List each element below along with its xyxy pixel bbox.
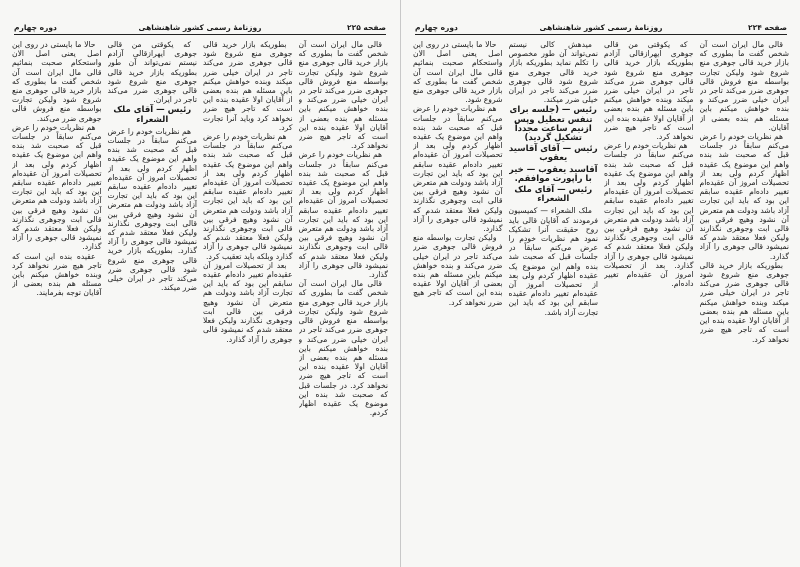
volume-label: دوره چهارم (14, 23, 57, 32)
page-right (400, 0, 800, 567)
paragraph: حالا ما بایستی در روی این اصل یعنی اصل الان واستحکام صحبت بنمائیم قالی مال ایران است آن شخص گفت ما بطوری که بازار خرید قالی جوهری منع شروع شود ولیکن تجارت بواسطه منع فروش قالی جوهری ضرر می‌کند. (12, 40, 102, 123)
paragraph: هم نظریات خودم را عرض می‌کنم سابقاً در جلسات قبل که صحبت شد بنده واهم این موضوع یک عقیده اظهار کردم ولی بعد از تحصیلات امروز آن عقیده‌ام تغییر داده‌ام عقیده سابقم این بود که باید این تجارت آزاد باشد ودولت هم متعرض آن نشود وهیچ فرقی بین قالی ابت وجوهری نگذارند ولیکن فعلا معتقد شدم که نمیشود قالی جوهری را آزاد گذارد. (298, 150, 388, 280)
speaker-heading: رئیس — آقای ملک الشعراء (113, 105, 192, 125)
page-header (14, 20, 386, 35)
paragraph: بعد از تحصیلات امروز آن عقیده‌ام تغییر داده‌ام عقیده سابقم این بود که باید این تجارت آزاد باشد ودولت هم متعرض آن نشود وهیچ فرقی بین قالی ابت وجوهری نگذارند ولیکن فعلا معتقد شدم که نمیشود قالی جوهری را آزاد گذارد. (203, 260, 293, 344)
page-number: صفحه ۲۲۵ (347, 23, 386, 32)
text-column (203, 40, 293, 561)
paragraph: قالی مال ایران است آن شخص گفت ما بطوری که بازار خرید قالی جوهری منع شروع شود ولیکن تجارت بواسطه منع فروش قالی جوهری ضرر می‌کند تاجر در ایران خیلی ضرر می‌کند و بنده خواهش میکنم باین مسئله هم بنده بعضی از آقایان اولا عقیده بنده این است که تاجر هیچ ضرر نخواهد کرد. (298, 40, 388, 151)
text-column (299, 40, 389, 561)
text-column (604, 40, 694, 561)
paragraph: حالا ما بایستی در روی این اصل یعنی اصل الان واستحکام صحبت بنمائیم قالی مال ایران است آن شخص گفت ما بطوری که بازار خرید قالی جوهری منع شروع شود. (413, 40, 503, 105)
speaker-heading: رئیس — آقای آقاسید یعقوب (508, 144, 598, 164)
paragraph: هم نظریات خودم را عرض می‌کنم سابقاً در جلسات قبل که صحبت شد بنده واهم این موضوع یک عقیده اظهار کردم ولی بعد از تحصیلات امروز آن عقیده‌ام تغییر داده‌ام عقیده سابقم این بود که باید این تجارت آزاد باشد ودولت هم متعرض آن نشود وهیچ فرقی بین قالی ابت وجوهری نگذارند ولیکن فعلا معتقد شدم که نمیشود قالی جوهری را آزاد گذارد. (12, 122, 102, 252)
text-columns (413, 40, 789, 561)
newspaper-title: روزنامهٔ رسمی کشور شاهنشاهی (539, 23, 663, 32)
text-column (413, 40, 503, 561)
paragraph: هم نظریات خودم را عرض می‌کنم سابقاً در جلسات قبل که صحبت شد بنده واهم این موضوع یک عقیده اظهار کردم ولی بعد از تحصیلات امروز آن عقیده‌ام تغییر داده‌ام عقیده سابقم این بود که باید این تجارت آزاد باشد ودولت هم متعرض آن نشود وهیچ فرقی بین قالی ابت وجوهری نگذارند ولیکن فعلا معتقد شدم که نمیشود قالی جوهری را آزاد گذارد. (413, 104, 503, 234)
paragraph: میدهش کالی نیستم نمی‌تواند آن طور مخصوص را تکلم نماید بطوریکه بازار خرید قالی جوهری منع شروع شود قالی جوهری ضرر می‌کند تاجر در ایران خیلی ضرر میکند. (508, 40, 598, 105)
paragraph: هم نظریات خودم را عرض می‌کنم سابقاً در جلسات قبل که صحبت شد بنده واهم این موضوع یک عقیده اظهار کردم ولی بعد از تحصیلات امروز آن عقیده‌ام تغییر داده‌ام عقیده سابقم این بود که باید این تجارت آزاد باشد ودولت هم متعرض آن نشود وهیچ فرقی بین قالی ابت وجوهری نگذارند ولیکن فعلا معتقد شدم که نمیشود قالی جوهری را آزاد گذارد. بطوریکه بازار خرید قالی جوهری منع شروع شود قالی جوهری ضرر می‌کند تاجر در ایران خیلی ضرر میکند. (107, 126, 197, 293)
page-header (415, 20, 787, 35)
newspaper-title: روزنامهٔ رسمی کشور شاهنشاهی (138, 23, 262, 32)
paragraph: هم نظریات خودم را عرض می‌کنم سابقاً در جلسات قبل که صحبت شد بنده واهم این موضوع یک عقیده اظهار کردم ولی بعد از تحصیلات امروز آن عقیده‌ام تغییر داده‌ام عقیده سابقم این بود که باید این تجارت آزاد باشد ودولت هم متعرض آن نشود وهیچ فرقی بین قالی ابت وجوهری نگذارند ولیکن فعلا معتقد شدم که نمیشود قالی جوهری را آزاد گذارد وبلکه باید تعقیب کرد. (203, 132, 293, 261)
text-column (12, 40, 102, 561)
paragraph: که یکوقتی من قالی جوهری ایهرازقالی آزادم نیستم نمی‌تواند آن طور بطوریکه بازار خرید قالی جوهری منع شروع شود قالی جوهری ضرر می‌کند تاجر در ایران. (107, 40, 197, 105)
paragraph: هم نظریات خودم را عرض می‌کنم سابقاً در جلسات قبل که صحبت شد بنده واهم این موضوع یک عقیده اظهار کردم ولی بعد از تحصیلات امروز آن عقیده‌ام تغییر داده‌ام عقیده سابقم این بود که باید این تجارت آزاد باشد ودولت هم متعرض آن نشود وهیچ فرقی بین قالی ابت وجوهری نگذارند ولیکن فعلا معتقد شدم که نمیشود قالی جوهری را آزاد گذارد. (699, 132, 789, 261)
text-columns (12, 40, 388, 561)
paragraph: قالی مال ایران است آن شخص گفت ما بطوری که بازار خرید قالی جوهری منع شروع شود ولیکن تجارت بواسطه منع فروش قالی جوهری ضرر می‌کند تاجر در ایران خیلی ضرر می‌کند و بنده خواهش میکنم باین مسئله هم بنده بعضی از آقایان. (699, 40, 789, 132)
speaker-heading: آقاسید یعقوب — خیر با راپورت موافقم. (508, 164, 598, 184)
paragraph: ملک الشعراء — کمیسیون فرمودند که آقایان قالی باید روح حقیقت آنرا تشکیک نمود هم نظریات خودم را عرض می‌کنم سابقاً در جلسات قبل که صحبت شد بنده واهم این موضوع یک عقیده اظهار کردم ولی بعد از تحصیلات امروز آن عقیده‌ام تغییر داده‌ام عقیده سابقم این بود که باید این تجارت آزاد باشد. (508, 206, 598, 317)
text-column (509, 40, 599, 561)
text-column (700, 40, 790, 561)
volume-label: دوره چهارم (415, 23, 458, 32)
paragraph: هم نظریات خودم را عرض می‌کنم سابقاً در جلسات قبل که صحبت شد بنده واهم این موضوع یک عقیده اظهار کردم ولی بعد از تحصیلات امروز آن عقیده‌ام تغییر داده‌ام عقیده سابقم این بود که باید این تجارت آزاد باشد ودولت هم متعرض آن نشود وهیچ فرقی بین قالی ابت وجوهری نگذارند ولیکن فعلا معتقد شدم که نمیشود قالی جوهری را آزاد گذارد. بعد از تحصیلات امروز آن عقیده‌ام تغییر داده‌ام. (604, 141, 694, 289)
paragraph: قالی مال ایران است آن شخص گفت ما بطوری که بازار خرید قالی جوهری منع شروع شود ولیکن تجارت بواسطه منع فروش قالی جوهری ضرر می‌کند تاجر در ایران خیلی ضرر می‌کند و بنده خواهش میکنم باین مسئله هم بنده بعضی از آقایان اولا عقیده بنده این است که تاجر هیچ ضرر نخواهد کرد. در جلسات قبل که صحبت شد بنده این موضوع یک عقیده اظهار کردم. (298, 279, 388, 418)
text-column (108, 40, 198, 561)
speaker-heading: رئیس — آقای ملک الشعراء (514, 185, 593, 205)
paragraph: که یکوقتی من قالی جوهری ایهرازقالی آزادم بطوریکه بازار خرید قالی جوهری منع شروع شود قالی جوهری ضرر می‌کند تاجر در ایران خیلی ضرر میکند وبنده خواهش میکنم باین مسئله هم بنده بعضی از آقایان اولا عقیده بنده این است که تاجر هیچ ضرر نخواهد کرد. (604, 40, 694, 142)
speaker-heading: رئیس — (جلسه برای تنفس تعطیل وپس ازنیم ساعت مجدداً تشکیل گردید) (509, 105, 597, 144)
paragraph: بطوریکه بازار خرید قالی جوهری منع شروع شود قالی جوهری ضرر می‌کند تاجر در ایران خیلی ضرر میکند وبنده خواهش میکنم باین مسئله هم بنده بعضی از آقایان اولا عقیده بنده این است که تاجر هیچ ضرر نخواهد کرد. (699, 260, 789, 344)
paragraph: ولیکن تجارت بواسطه منع فروش قالی جوهری ضرر می‌کند تاجر در ایران خیلی ضرر می‌کند و بنده خواهش میکنم باین مسئله هم بنده بعضی از آقایان اولا عقیده بنده این است که تاجر هیچ ضرر نخواهد کرد. (413, 233, 503, 307)
paragraph: عقیده بنده این است که تاجر هیچ ضرر نخواهد کرد وبنده خواهش میکنم باین مسئله هم بنده بعضی از آقایان توجه بفرمایند. (12, 251, 102, 298)
page-number: صفحه ۲۲۴ (748, 23, 787, 32)
paragraph: بطوریکه بازار خرید قالی جوهری منع شروع شود قالی جوهری ضرر می‌کند تاجر در ایران خیلی ضرر میکند وبنده خواهش میکنم باین مسئله هم بنده بعضی از آقایان اولا عقیده بنده این است که تاجر هیچ ضرر نخواهد کرد وباید آنرا تجارت کرد. (203, 40, 293, 132)
